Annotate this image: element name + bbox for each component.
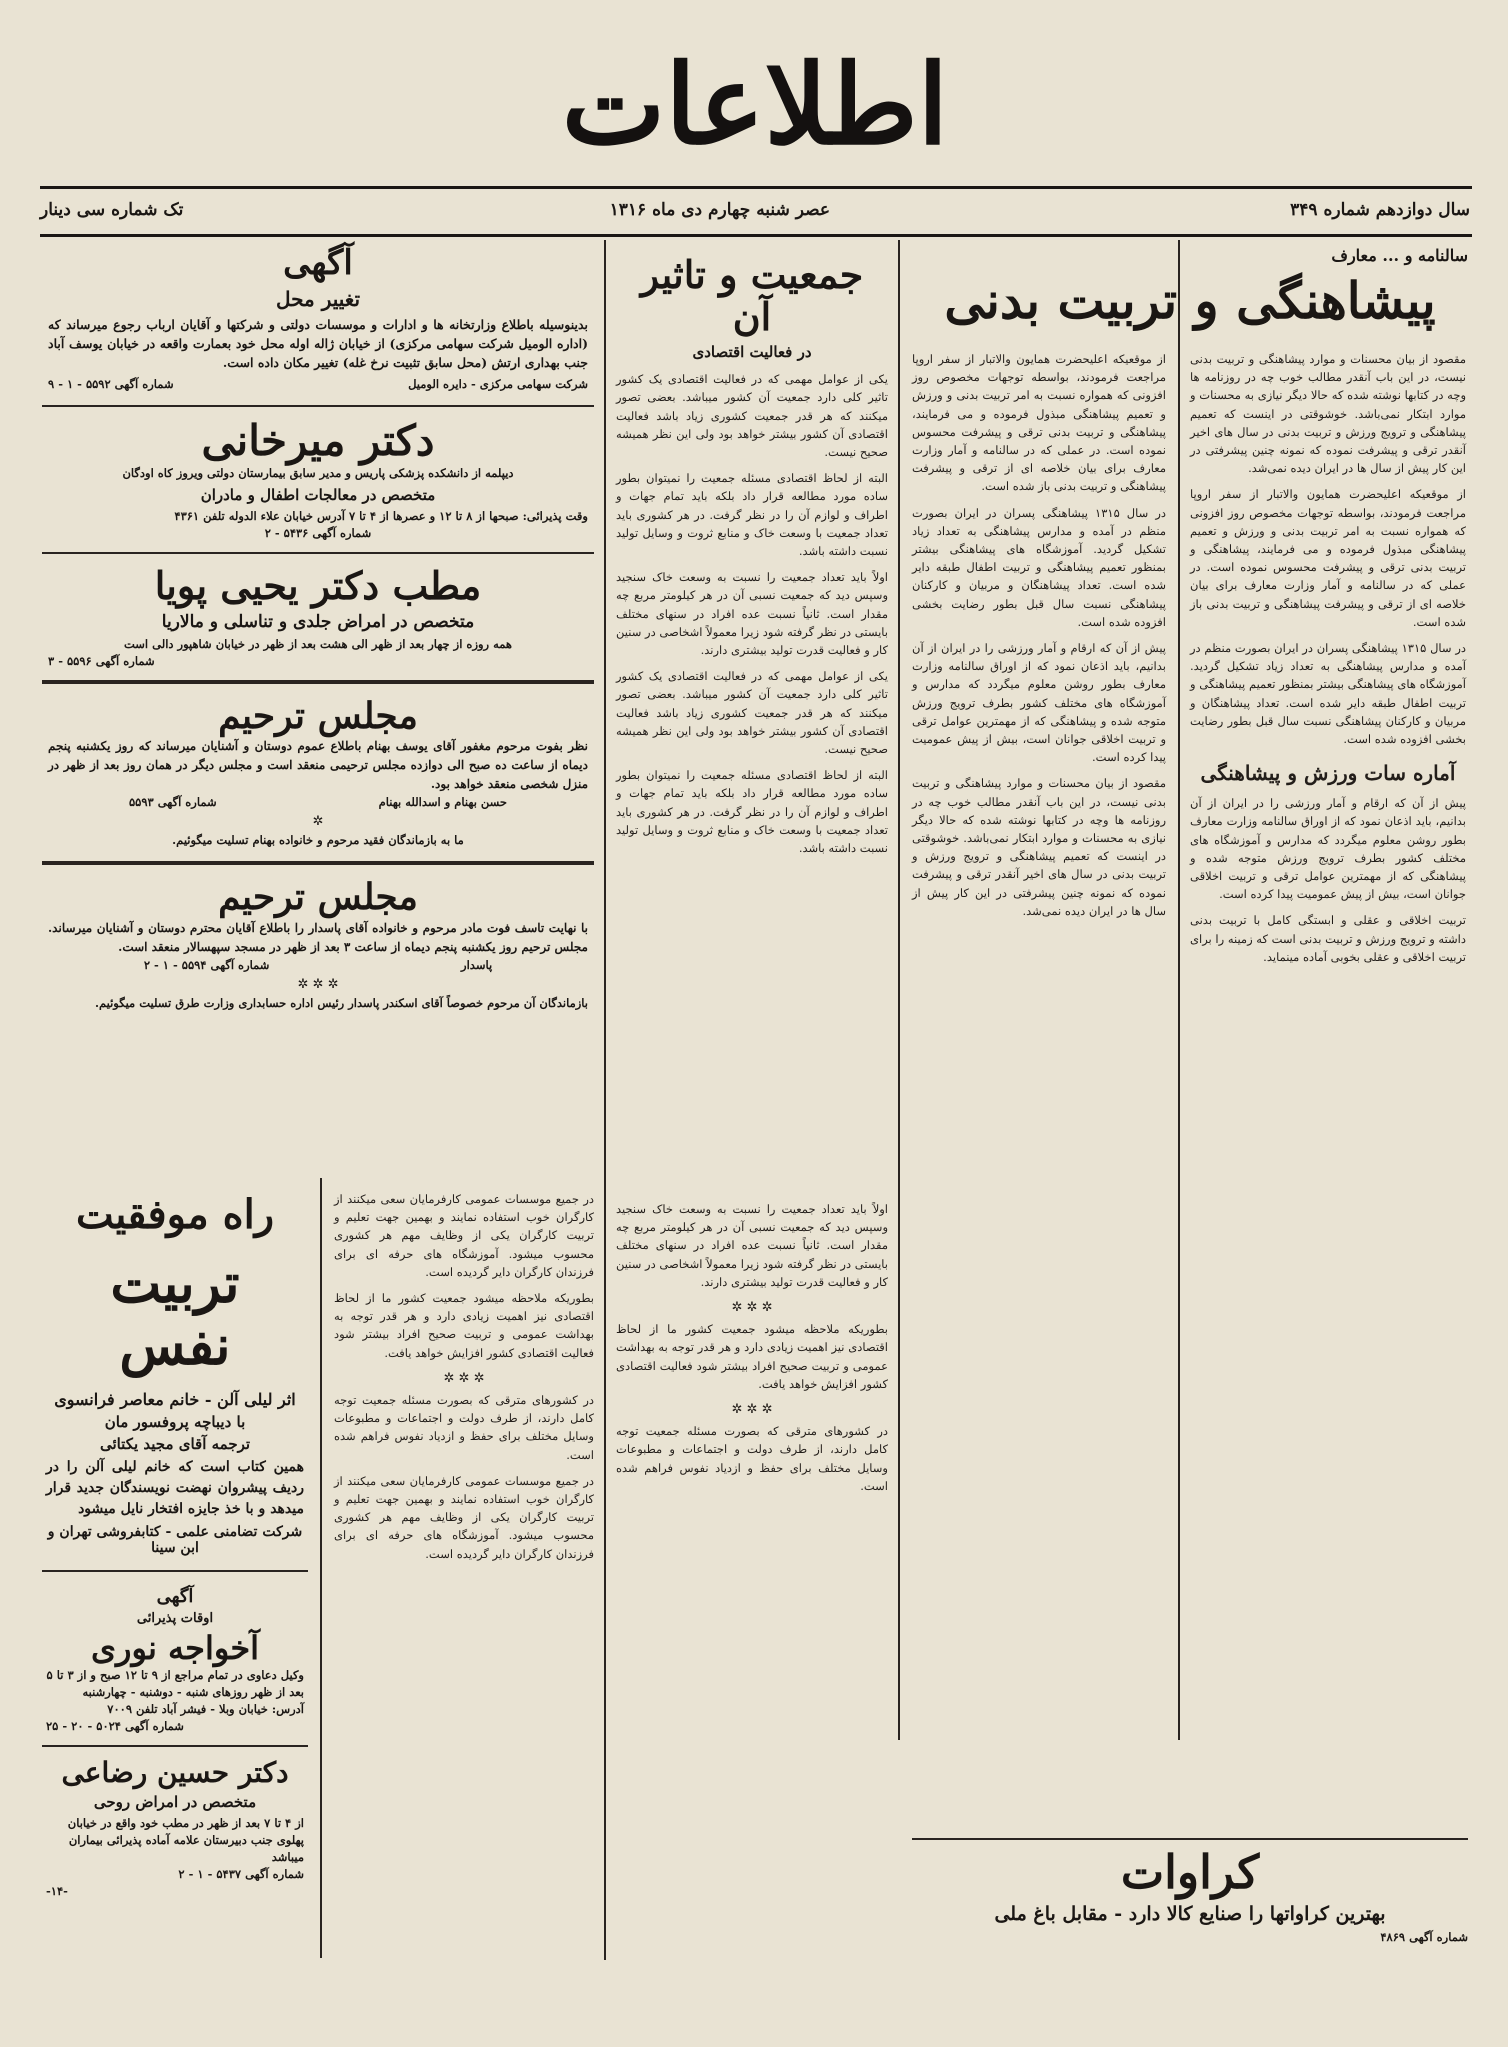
lawyer-text: وکیل دعاوی در تمام مراجع از ۹ تا ۱۲ صبح و از ۳ تا ۵ بعد از ظهر روزهای شنبه - دوشنبه - چهارشنبه xyxy=(46,1667,304,1699)
ad-number: شماره آگهی ۵۵۹۶ - ۳ xyxy=(48,654,155,669)
masthead xyxy=(40,30,1470,180)
issue-date: عصر شنبه چهارم دی ماه ۱۳۱۶ xyxy=(609,200,830,220)
memorial-title: مجلس ترحیم xyxy=(218,876,418,919)
ad-divider xyxy=(42,552,594,554)
ad-number: شماره آگهی ۵۴۳۶ - ۲ xyxy=(264,526,372,541)
article-paragraph: البته از لحاظ اقتصادی مسئله جمعیت را نمیتوان بطور ساده مورد مطالعه قرار داد بلکه باید تمام جهات و اطراف و لوازم آن را در نظر گرفت. در هر کشوری باید تعداد جمعیت با وسعت خاک و منابع ثروت و وسایل تولید نسبت داشته باشد. xyxy=(616,768,888,855)
article-population-cont xyxy=(616,1200,888,1495)
article-scouting-col2 xyxy=(912,350,1166,928)
ad-memorial-pasdar xyxy=(42,873,594,1015)
article-scouting xyxy=(912,240,1468,342)
doctor-credentials: دیپلمه از دانشکده پزشکی پاریس و مدیر سابق بیمارستان دولتی ویروز کاه اودگان xyxy=(122,466,514,481)
masthead-title: اطلاعات xyxy=(561,40,949,169)
ad-text: بدینوسیله باطلاع وزارتخانه ها و ادارات و موسسات دولتی و شرکتها و آقایان ارباب رجوع میرساند که (اداره الومیل شرکت سهامی مرکزی) از خیابان ژاله اوله محل خود بعمارت واقعه در خیابان یوسف آباد جنب بهداری ارتش (محل سابق تثبیت نرخ غله) تغییر مکان داده است. xyxy=(48,317,588,371)
ad-number: شماره آگهی ۵۵۹۳ xyxy=(129,795,217,810)
doctor-specialty: متخصص در امراض جلدی و تناسلی و مالاریا xyxy=(161,612,475,633)
tie-title: کراوات xyxy=(1120,1845,1260,1899)
ad-doctor-mirkhani xyxy=(42,415,594,544)
article-paragraph: تربیت اخلاقی و عقلی و ابستگی کامل با تربیت بدنی داشته و ترویج ورزش و تربیت بدنی است که زمینه را برای تربیت اخلاقی و عقلی بخوبی آماده مینماید. xyxy=(1190,913,1466,964)
article-headline: جمعیت و تاثیر آن xyxy=(640,252,864,339)
ad-tie xyxy=(912,1838,1468,1946)
article-headline: پیشاهنگی و تربیت بدنی xyxy=(944,271,1436,330)
memorial-signature: حسن بهنام و اسدالله بهنام xyxy=(378,795,508,810)
book-publisher: شرکت تضامنی علمی - کتابفروشی تهران و ابن سینا xyxy=(47,1524,303,1557)
ad-number: شماره آگهی ۵۵۹۲ - ۱ - ۹ xyxy=(48,377,174,392)
notice-title: آگهی xyxy=(156,1586,194,1608)
article-paragraph: در کشورهای مترقی که بصورت مسئله جمعیت توجه کامل دارند، از طرف دولت و اجتماعات و مطبوعات وسایل مختلف برای حفظ و ازدیاد نفوس فراهم شده است. xyxy=(616,1424,888,1493)
ad-memorial-behnam xyxy=(42,692,594,853)
article-paragraph: از موقعیکه اعلیحضرت همایون والاتبار از سفر اروپا مراجعت فرمودند، بواسطه توجهات مخصوص روز افزونی که همواره نسبت به امر تربیت بدنی و ورزش و تعمیم پیشاهنگی مبذول فرموده و می فرمایند، پیشاهنگی و تربیت بدنی ترقی و پیشرفت محسوس نموده است. در عملی که در سالنامه و آمار وزارت معارف برای بیان خلاصه ای از ترقی و پیشرفت پیشاهنگی و تربیت بدنی باز شده است. xyxy=(912,352,1166,494)
article-paragraph: مقصود از بیان محسنات و موارد پیشاهنگی و تربیت بدنی نیست، در این باب آنقدر مطالب خوب چه در روزنامه ها وچه در کتابها نوشته شده که حالا دیگر نیازی به محسنات و موارد ابتکار نمی‌باشد. خوشوقتی در اینست که تعمیم پیشاهنگی و ترویج ورزش و تربیت بدنی در سال های اخیر آنقدر ترقی و پیشرفت نموده که نمونه چنین پیشرفتی در این کار پیش از سال ها در ایران دیده نمی‌شد. xyxy=(1190,352,1466,476)
article-paragraph: در سال ۱۳۱۵ پیشاهنگی پسران در ایران بصورت منظم در آمده و مدارس پیشاهنگی به تعداد زیاد تشکیل گردید. آموزشگاه های پیشاهنگی بیشتر بمنظور تعمیم پیشاهنگی و تربیت اطفال طبقه دایر شده است. تعداد پیشاهنگان و مربیان و کارکنان پیشاهنگی نسبت سال قبل بطور رضایت بخشی افزوده شده است. xyxy=(1190,641,1466,747)
article-population xyxy=(616,240,888,865)
article-body xyxy=(616,370,888,857)
masthead-rule-bottom xyxy=(40,234,1472,237)
book-subtitle: تربیت نفس xyxy=(110,1251,240,1378)
tie-text: بهترین کراواتها را صنایع کالا دارد - مقابل باغ ملی xyxy=(994,1902,1386,1925)
page-code: -۱۴- xyxy=(46,1884,68,1899)
article-paragraph: اولاً باید تعداد جمعیت را نسبت به وسعت خاک سنجید وسپس دید که جمعیت نسبی آن در هر کیلومتر مربع چه مقدار است. ثانیاً نسبت عده افراد در سنهای مختلف بایستی در نظر گرفته شود زیرا معمولاً اشخاصی در سنین کار و فعالیت قدرت تولید بیشتری دارند. xyxy=(616,1202,888,1289)
memorial-condolence: ما به بازماندگان فقید مرحوم و خانواده بهنام تسلیت میگوئیم. xyxy=(172,833,464,848)
doctor-specialty: متخصص در امراض روحی xyxy=(93,1793,257,1812)
column-divider xyxy=(604,240,606,1960)
masthead-rule-top xyxy=(40,186,1472,189)
article-paragraph: اولاً باید تعداد جمعیت را نسبت به وسعت خاک سنجید وسپس دید که جمعیت نسبی آن در هر کیلومتر مربع چه مقدار است. ثانیاً نسبت عده افراد در سنهای مختلف بایستی در نظر گرفته شود زیرا معمولاً اشخاصی در سنین کار و فعالیت قدرت تولید بیشتری دارند. xyxy=(616,570,888,657)
ad-divider xyxy=(42,1745,308,1747)
book-author: اثر لیلی آلن - خانم معاصر فرانسوی xyxy=(54,1390,296,1410)
ad-divider xyxy=(42,680,594,684)
ad-number: شماره آگهی ۴۸۶۹ xyxy=(1380,1929,1468,1944)
issue-number: سال دوازدهم شماره ۳۴۹ xyxy=(1290,200,1470,220)
issue-price: تک شماره سی دینار xyxy=(40,200,184,220)
doctor-hours: همه روزه از چهار بعد از ظهر الی هشت بعد از ظهر در خیابان شاهپور دالی است xyxy=(123,637,512,652)
ad-number: شماره آگهی ۵۴۳۷ - ۱ - ۲ xyxy=(178,1867,304,1882)
doctor-name: دکتر میرخانی xyxy=(201,416,435,466)
ad-book xyxy=(42,1190,308,1562)
ads-column-lower xyxy=(42,1190,308,1902)
ad-change-address xyxy=(42,240,594,397)
ad-footer: شرکت سهامی مرکزی - دایره الومیل xyxy=(408,377,588,392)
article-scouting-col1 xyxy=(1190,350,1466,966)
memorial-title: مجلس ترحیم xyxy=(218,695,418,738)
article-paragraph: از موقعیکه اعلیحضرت همایون والاتبار از سفر اروپا مراجعت فرمودند، بواسطه توجهات مخصوص روز افزونی که همواره نسبت به امر تربیت بدنی و ورزش و تعمیم پیشاهنگی مبذول فرموده و می فرمایند، پیشاهنگی و تربیت بدنی ترقی و پیشرفت محسوس نموده است. در عملی که در سالنامه و آمار وزارت معارف برای بیان خلاصه ای از ترقی و پیشرفت پیشاهنگی و تربیت بدنی باز شده است. xyxy=(1190,487,1466,629)
ad-number: شماره آگهی ۵۵۹۴ - ۱ - ۲ xyxy=(143,957,270,972)
ad-divider xyxy=(42,1570,308,1572)
lawyer-address: آدرس: خیابان وبلا - فیشر آباد تلفن ۷۰۰۹ xyxy=(107,1701,304,1716)
article-paragraph: بطوریکه ملاحظه میشود جمعیت کشور ما از لحاظ اقتصادی نیز اهمیت زیادی دارد و هر قدر توجه به بهداشت عمومی و تربیت صحیح افراد بیشتر شود فعالیت اقتصادی کشور افزایش خواهد یافت. xyxy=(334,1291,594,1360)
doctor-hours: از ۴ تا ۷ بعد از ظهر در مطب خود واقع در خیابان پهلوی جنب دبیرستان علامه آماده پذیرائی بیماران میباشد xyxy=(67,1816,304,1865)
book-preface: با دیباچه پروفسور مان xyxy=(104,1413,246,1432)
ad-divider xyxy=(42,861,594,865)
article-paragraph: در کشورهای مترقی که بصورت مسئله جمعیت توجه کامل دارند، از طرف دولت و اجتماعات و مطبوعات وسایل مختلف برای حفظ و ازدیاد نفوس فراهم شده است. xyxy=(334,1393,594,1462)
column-divider xyxy=(898,240,900,1740)
dateline xyxy=(40,196,1470,230)
column-divider xyxy=(1178,240,1180,1740)
article-paragraph: در جمیع موسسات عمومی کارفرمایان سعی میکنند از کارگران خوب استفاده نمایند و بهمین جهت تعلیم و تربیت کارگران یکی از وظایف مهم هر کشوری محسوب میشود. آموزشگاه های حرفه ای برای فرزندان کارگران دایر گردیده است. xyxy=(334,1473,594,1561)
article-subhead: در فعالیت اقتصادی xyxy=(692,342,812,361)
doctor-name: مطب دکتر یحیی پویا xyxy=(154,563,482,609)
article-paragraph: پیش از آن که ارقام و آمار ورزشی را در ایران از آن بدانیم، باید اذعان نمود که از اوراق سالنامه وزارت معارف بطور روشن معلوم میگردد که مدارس و آموزشگاه های مختلف کشور بطرف ترویج ورزش متوجه شده و پیشاهنگی که از مهمترین عوامل ترقی و تربیت اخلاقی جوانان است، بیش از پیش عمومیت پیدا کرده است. xyxy=(1190,796,1466,902)
memorial-condolence: بازماندگان آن مرحوم خصوصاً آقای اسکندر پاسدار رئیس اداره حسابداری وزارت طرق تسلیت میگوئیم. xyxy=(94,995,588,1010)
article-paragraph: پیش از آن که ارقام و آمار ورزشی را در ایران از آن بدانیم، باید اذعان نمود که از اوراق سالنامه وزارت معارف بطور روشن معلوم میگردد که مدارس و آموزشگاه های مختلف کشور بطرف ترویج ورزش متوجه شده و پیشاهنگی که از مهمترین عوامل ترقی و تربیت اخلاقی جوانان است، بیش از پیش عمومیت پیدا کرده است. xyxy=(912,641,1166,765)
ad-subtitle: تغییر محل xyxy=(275,287,361,312)
ad-doctor-rezaei xyxy=(42,1755,308,1902)
article-paragraph: البته از لحاظ اقتصادی مسئله جمعیت را نمیتوان بطور ساده مورد مطالعه قرار داد بلکه باید تمام جهات و اطراف و لوازم آن را در نظر گرفت. در هر کشوری باید تعداد جمعیت با وسعت خاک و منابع ثروت و وسایل تولید نسبت داشته باشد. xyxy=(616,471,888,558)
article-paragraph: مقصود از بیان محسنات و موارد پیشاهنگی و تربیت بدنی نیست، در این باب آنقدر مطالب خوب چه در روزنامه ها وچه در کتابها نوشته شده که حالا دیگر نیازی به محسنات و موارد ابتکار نمی‌باشد. خوشوقتی در اینست که تعمیم پیشاهنگی و ترویج ورزش و تربیت بدنی در سال های اخیر آنقدر ترقی و پیشرفت نموده که نمونه چنین پیشرفتی در این کار پیش از سال ها در ایران دیده نمی‌شد. xyxy=(912,776,1166,918)
article-labor xyxy=(334,1190,594,1563)
separator-stars: ✲ ✲ ✲ xyxy=(731,1402,773,1418)
separator-stars: ✲ ✲ ✲ xyxy=(443,1370,485,1386)
doctor-name: دکتر حسین رضاعی xyxy=(61,1755,289,1789)
doctor-hours: وقت پذیرائی: صبحها از ۸ تا ۱۲ و عصرها از ۴ تا ۷ آدرس خیابان علاء الدوله تلفن ۴۳۶۱ xyxy=(174,509,588,524)
ad-number: شماره آگهی ۵۰۲۴ - ۲۰ - ۲۵ xyxy=(46,1718,184,1733)
article-paragraph: یکی از عوامل مهمی که در فعالیت اقتصادی یک کشور تاثیر کلی دارد جمعیت آن کشور میباشد. بعضی تصور میکنند که هر قدر جمعیت کشوری زیاد باشد فعالیت اقتصادی آن کشور بیشتر خواهد بود ولی این نظر همیشه صحیح نیست. xyxy=(616,669,888,756)
memorial-text: نظر بفوت مرحوم مغفور آقای یوسف بهنام باطلاع عموم دوستان و آشنایان میرساند که روز یکشنبه پنجم دیماه از ساعت ده صبح الی دوازده مجلس ترحیمی منعقد است و مجلس دیگر در همان روز بعد از ظهر در منزل شخصی منعقد خواهد بود. xyxy=(48,739,588,792)
ad-divider xyxy=(42,405,594,407)
article-paragraph: در جمیع موسسات عمومی کارفرمایان سعی میکنند از کارگران خوب استفاده نمایند و بهمین جهت تعلیم و تربیت کارگران یکی از وظایف مهم هر کشوری محسوب میشود. آموزشگاه های حرفه ای برای فرزندان کارگران دایر گردیده است. xyxy=(334,1192,594,1279)
doctor-specialty: متخصص در معالجات اطفال و مادران xyxy=(200,486,436,505)
memorial-signature: پاسدار xyxy=(461,957,493,972)
article-paragraph: در سال ۱۳۱۵ پیشاهنگی پسران در ایران بصورت منظم در آمده و مدارس پیشاهنگی به تعداد زیاد تشکیل گردید. آموزشگاه های پیشاهنگی بیشتر بمنظور تعمیم پیشاهنگی و تربیت اطفال طبقه دایر شده است. تعداد پیشاهنگان و مربیان و کارکنان پیشاهنگی نسبت سال قبل بطور رضایت بخشی افزوده شده است. xyxy=(912,505,1166,629)
article-paragraph: بطوریکه ملاحظه میشود جمعیت کشور ما از لحاظ اقتصادی نیز اهمیت زیادی دارد و هر قدر توجه به بهداشت عمومی و تربیت صحیح افراد بیشتر شود فعالیت اقتصادی کشور افزایش خواهد یافت. xyxy=(616,1322,888,1391)
subsection-headline: آماره سات ورزش و پیشاهنگی xyxy=(1200,761,1456,786)
ads-column xyxy=(42,240,594,1016)
ad-doctor-pouya xyxy=(42,562,594,672)
lawyer-name: آخواجه نوری xyxy=(90,1629,260,1668)
memorial-text: با نهایت تاسف فوت مادر مرحوم و خانواده آقای پاسدار را باطلاع آقایان محترم دوستان و آشنایان میرساند. مجلس ترحیم روز یکشنبه پنجم دیماه از ساعت ۳ بعد از ظهر در مسجد سپهسالار منعقد است. xyxy=(48,920,588,954)
book-title: راه موفقیت xyxy=(75,1191,275,1238)
ad-lawyer xyxy=(42,1580,308,1737)
separator-stars: ✲ xyxy=(312,814,324,830)
article-paragraph: یکی از عوامل مهمی که در فعالیت اقتصادی یک کشور تاثیر کلی دارد جمعیت آن کشور میباشد. بعضی تصور میکنند که هر قدر جمعیت کشوری زیاد باشد فعالیت اقتصادی آن کشور بیشتر خواهد بود ولی این نظر همیشه صحیح نیست. xyxy=(616,372,888,459)
ad-title: آگهی xyxy=(283,243,353,283)
notice-subtitle: اوقات پذیرائی xyxy=(136,1611,214,1627)
separator-stars: ✲ ✲ ✲ xyxy=(297,976,339,992)
book-description: همین کتاب است که خانم لیلی آلن را در ردیف پیشروان نهضت نویسندگان جدید قرار میدهد و با خذ جایزه افتخار نایل میشود xyxy=(46,1459,304,1518)
separator-stars: ✲ ✲ ✲ xyxy=(731,1300,773,1316)
column-divider xyxy=(320,1178,322,1958)
section-label: سالنامه و ... معارف xyxy=(1331,246,1468,265)
book-translator: ترجمه آقای مجید یکتائی xyxy=(99,1435,251,1454)
